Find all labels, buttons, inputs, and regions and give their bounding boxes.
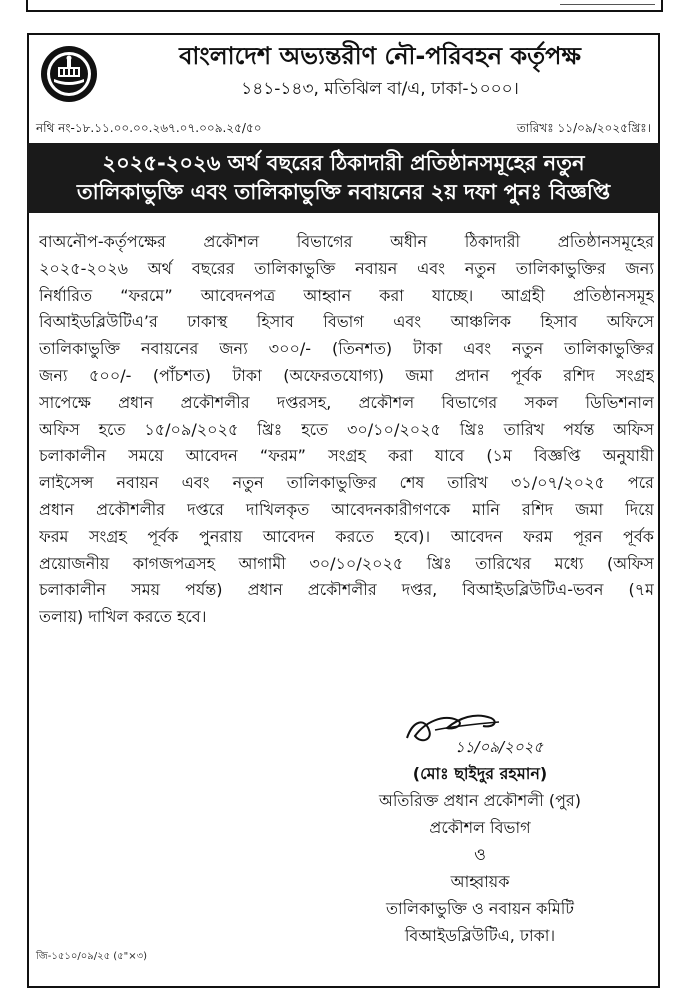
body-line: বিআইডব্লিউটিএ’র ঢাকাস্থ হিসাব বিভাগ এবং আঞ্চলিক হিসাব অফিসে xyxy=(39,312,654,332)
body-line: ফরম সংগ্রহ পূর্বক পুনরায় আবেদন করতে হবে)। আবেদন ফরম পূরন পূর্বক xyxy=(39,526,654,546)
body-line: সাপেক্ষে প্রধান প্রকৌশলীর দপ্তরসহ, প্রকৌশল বিভাগের সকল ডিভিশনাল xyxy=(39,392,654,412)
signatory-organization: বিআইডব্লিউটিএ, ঢাকা। xyxy=(404,926,556,945)
notice-title-line-1: ২০২৫-২০২৬ অর্থ বছরের ঠিকাদারী প্রতিষ্ঠানসমূহের নতুন xyxy=(102,151,585,175)
notice-body xyxy=(39,229,654,631)
biwta-seal-icon xyxy=(40,45,98,103)
body-line: ২০২৫-২০২৬ অর্থ বছরের তালিকাভুক্তি নবায়ন এবং নতুন তালিকাভুক্তির জন্য xyxy=(39,258,654,278)
signatory-name: (মোঃ ছাইদুর রহমান) xyxy=(412,764,548,783)
notice-title-line-2: তালিকাভুক্তি এবং তালিকাভুক্তি নবায়নের ২য় দফা পুনঃ বিজ্ঞপ্তি xyxy=(76,180,611,204)
signatory-conjunction: ও xyxy=(474,845,486,864)
organization-name: বাংলাদেশ অভ্যন্তরীণ নৌ-পরিবহন কর্তৃপক্ষ xyxy=(179,42,581,70)
signatory-committee: তালিকাভুক্তি ও নবায়ন কমিটি xyxy=(385,899,575,918)
signature-date: ১১/০৯/২০২৫ xyxy=(455,738,544,756)
signatory-block xyxy=(330,760,630,949)
body-line: লাইসেন্স নবায়ন এবং নতুন তালিকাভুক্তির শেষ তারিখ ৩১/০৭/২০২৫ পরে xyxy=(39,473,654,493)
body-line: তালিকাভুক্তি নবায়নের জন্য ৩০০/- (তিনশত) টাকা এবং নতুন তালিকাভুক্তির xyxy=(39,339,654,359)
body-line: তলায়) দাখিল করতে হবে। xyxy=(39,607,207,627)
body-line: প্রয়োজনীয় কাগজপত্রসহ আগামী ৩০/১০/২০২৫ খ্রিঃ তারিখের মধ্যে (অফিস xyxy=(39,553,654,573)
memo-row xyxy=(36,120,651,138)
signatory-department: প্রকৌশল বিভাগ xyxy=(429,818,531,837)
body-line: জন্য ৫০০/- (পাঁচশত) টাকা (অফেরতযোগ্য) জমা প্রদান পূর্বক রশিদ সংগ্রহ xyxy=(39,365,654,385)
body-line: বাঅনৌপ-কর্তৃপক্ষের প্রকৌশল বিভাগের অধীন ঠিকাদারী প্রতিষ্ঠানসমূহের xyxy=(39,232,654,251)
memo-date: তারিখঃ ১১/০৯/২০২৫খ্রিঃ। xyxy=(516,121,651,135)
notice-title-banner xyxy=(27,143,660,213)
organization-address: ১৪১-১৪৩, মতিঝিল বা/এ, ঢাকা-১০০০। xyxy=(241,79,519,99)
memo-number: নথি নং-১৮.১১.০০.০০.২৬৭.০৭.০০৯.২৫/৫০ xyxy=(36,121,262,135)
previous-notice-underline xyxy=(560,0,655,5)
body-line: প্রধান প্রকৌশলীর দপ্তরে দাখিলকৃত আবেদনকারীগণকে মানি রশিদ জমা দিয়ে xyxy=(39,499,654,519)
body-line: চলাকালীন সময়ে আবেদন “ফরম” সংগ্রহ করা যাবে (১ম বিজ্ঞপ্তি অনুযায়ী xyxy=(39,446,654,466)
signatory-designation: অতিরিক্ত প্রধান প্রকৌশলী (পুর) xyxy=(379,791,581,810)
body-line: অফিস হতে ১৫/০৯/২০২৫ খ্রিঃ হতে ৩০/১০/২০২৫ খ্রিঃ তারিখ পর্যন্ত অফিস xyxy=(39,419,654,439)
signatory-role: আহ্বায়ক xyxy=(450,872,510,891)
body-line: চলাকালীন সময় পর্যন্ত) প্রধান প্রকৌশলীর দপ্তর, বিআইডব্লিউটিএ-ভবন (৭ম xyxy=(39,580,654,600)
print-code: জি-১৫১০/০৯/২৫ (৫"×৩) xyxy=(36,951,148,962)
body-line: নির্ধারিত “ফরমে” আবেদনপত্র আহ্বান করা যাচ্ছে। আগ্রহী প্রতিষ্ঠানসমূহ xyxy=(39,285,654,305)
handwritten-signature xyxy=(395,700,595,760)
